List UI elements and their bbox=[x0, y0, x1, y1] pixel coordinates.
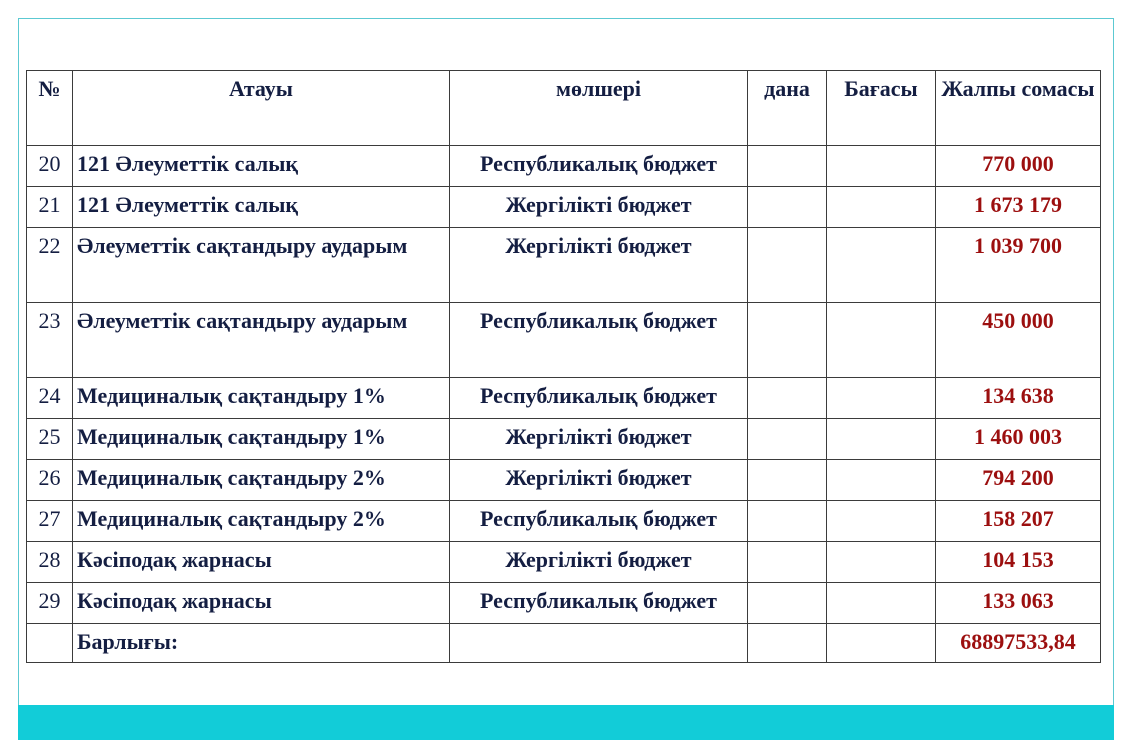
table-row bbox=[27, 187, 1101, 228]
row-source: Жергілікті бюджет bbox=[450, 228, 748, 303]
row-source: Жергілікті бюджет bbox=[450, 460, 748, 501]
row-num: 23 bbox=[27, 303, 73, 378]
row-name: Медициналық сақтандыру 1% bbox=[73, 378, 450, 419]
row-total: 134 638 bbox=[936, 378, 1101, 419]
row-name: Кәсіподақ жарнасы bbox=[73, 542, 450, 583]
row-price bbox=[827, 303, 936, 378]
header-amount: мөлшері bbox=[450, 71, 748, 146]
row-total: 770 000 bbox=[936, 146, 1101, 187]
row-qty bbox=[748, 460, 827, 501]
row-num: 20 bbox=[27, 146, 73, 187]
header-name: Атауы bbox=[73, 71, 450, 146]
row-name: Медициналық сақтандыру 2% bbox=[73, 501, 450, 542]
row-price bbox=[827, 228, 936, 303]
table-row bbox=[27, 583, 1101, 624]
row-source: Жергілікті бюджет bbox=[450, 542, 748, 583]
row-price bbox=[827, 146, 936, 187]
table-row bbox=[27, 228, 1101, 303]
grand-total-label: Барлығы: bbox=[73, 624, 450, 663]
row-total: 133 063 bbox=[936, 583, 1101, 624]
row-total: 104 153 bbox=[936, 542, 1101, 583]
row-qty bbox=[748, 146, 827, 187]
row-num: 27 bbox=[27, 501, 73, 542]
table-row bbox=[27, 460, 1101, 501]
row-num: 29 bbox=[27, 583, 73, 624]
header-qty: дана bbox=[748, 71, 827, 146]
row-qty bbox=[748, 419, 827, 460]
row-qty bbox=[748, 501, 827, 542]
row-total: 450 000 bbox=[936, 303, 1101, 378]
table-row bbox=[27, 419, 1101, 460]
table-row bbox=[27, 303, 1101, 378]
grand-total-source bbox=[450, 624, 748, 663]
row-source: Жергілікті бюджет bbox=[450, 187, 748, 228]
row-price bbox=[827, 542, 936, 583]
row-source: Республикалық бюджет bbox=[450, 583, 748, 624]
row-name: 121 Әлеуметтік салық bbox=[73, 187, 450, 228]
grand-total-value: 68897533,84 bbox=[936, 624, 1101, 663]
row-name: Медициналық сақтандыру 1% bbox=[73, 419, 450, 460]
row-num: 25 bbox=[27, 419, 73, 460]
row-source: Республикалық бюджет bbox=[450, 146, 748, 187]
row-total: 1 460 003 bbox=[936, 419, 1101, 460]
table-row bbox=[27, 542, 1101, 583]
grand-total-qty bbox=[748, 624, 827, 663]
grand-total-price bbox=[827, 624, 936, 663]
row-qty bbox=[748, 583, 827, 624]
row-qty bbox=[748, 187, 827, 228]
row-price bbox=[827, 460, 936, 501]
row-price bbox=[827, 187, 936, 228]
header-price: Бағасы bbox=[827, 71, 936, 146]
row-name: Әлеуметтік сақтандыру аударым bbox=[73, 303, 450, 378]
row-total: 158 207 bbox=[936, 501, 1101, 542]
row-name: 121 Әлеуметтік салық bbox=[73, 146, 450, 187]
table-header-row bbox=[27, 71, 1101, 146]
header-total: Жалпы сомасы bbox=[936, 71, 1101, 146]
table-row bbox=[27, 146, 1101, 187]
row-source: Жергілікті бюджет bbox=[450, 419, 748, 460]
row-name: Кәсіподақ жарнасы bbox=[73, 583, 450, 624]
row-qty bbox=[748, 542, 827, 583]
footer-accent-bar bbox=[18, 705, 1114, 740]
row-qty bbox=[748, 303, 827, 378]
budget-table bbox=[26, 70, 1101, 663]
row-price bbox=[827, 583, 936, 624]
grand-total-num bbox=[27, 624, 73, 663]
grand-total-row bbox=[27, 624, 1101, 663]
row-source: Республикалық бюджет bbox=[450, 378, 748, 419]
row-price bbox=[827, 378, 936, 419]
row-num: 28 bbox=[27, 542, 73, 583]
row-num: 26 bbox=[27, 460, 73, 501]
row-qty bbox=[748, 228, 827, 303]
table-row bbox=[27, 501, 1101, 542]
row-price bbox=[827, 419, 936, 460]
row-total: 1 673 179 bbox=[936, 187, 1101, 228]
row-num: 22 bbox=[27, 228, 73, 303]
row-source: Республикалық бюджет bbox=[450, 303, 748, 378]
row-num: 24 bbox=[27, 378, 73, 419]
header-num: № bbox=[27, 71, 73, 146]
row-name: Әлеуметтік сақтандыру аударым bbox=[73, 228, 450, 303]
row-num: 21 bbox=[27, 187, 73, 228]
row-total: 1 039 700 bbox=[936, 228, 1101, 303]
row-name: Медициналық сақтандыру 2% bbox=[73, 460, 450, 501]
table-row bbox=[27, 378, 1101, 419]
row-qty bbox=[748, 378, 827, 419]
row-total: 794 200 bbox=[936, 460, 1101, 501]
row-price bbox=[827, 501, 936, 542]
row-source: Республикалық бюджет bbox=[450, 501, 748, 542]
